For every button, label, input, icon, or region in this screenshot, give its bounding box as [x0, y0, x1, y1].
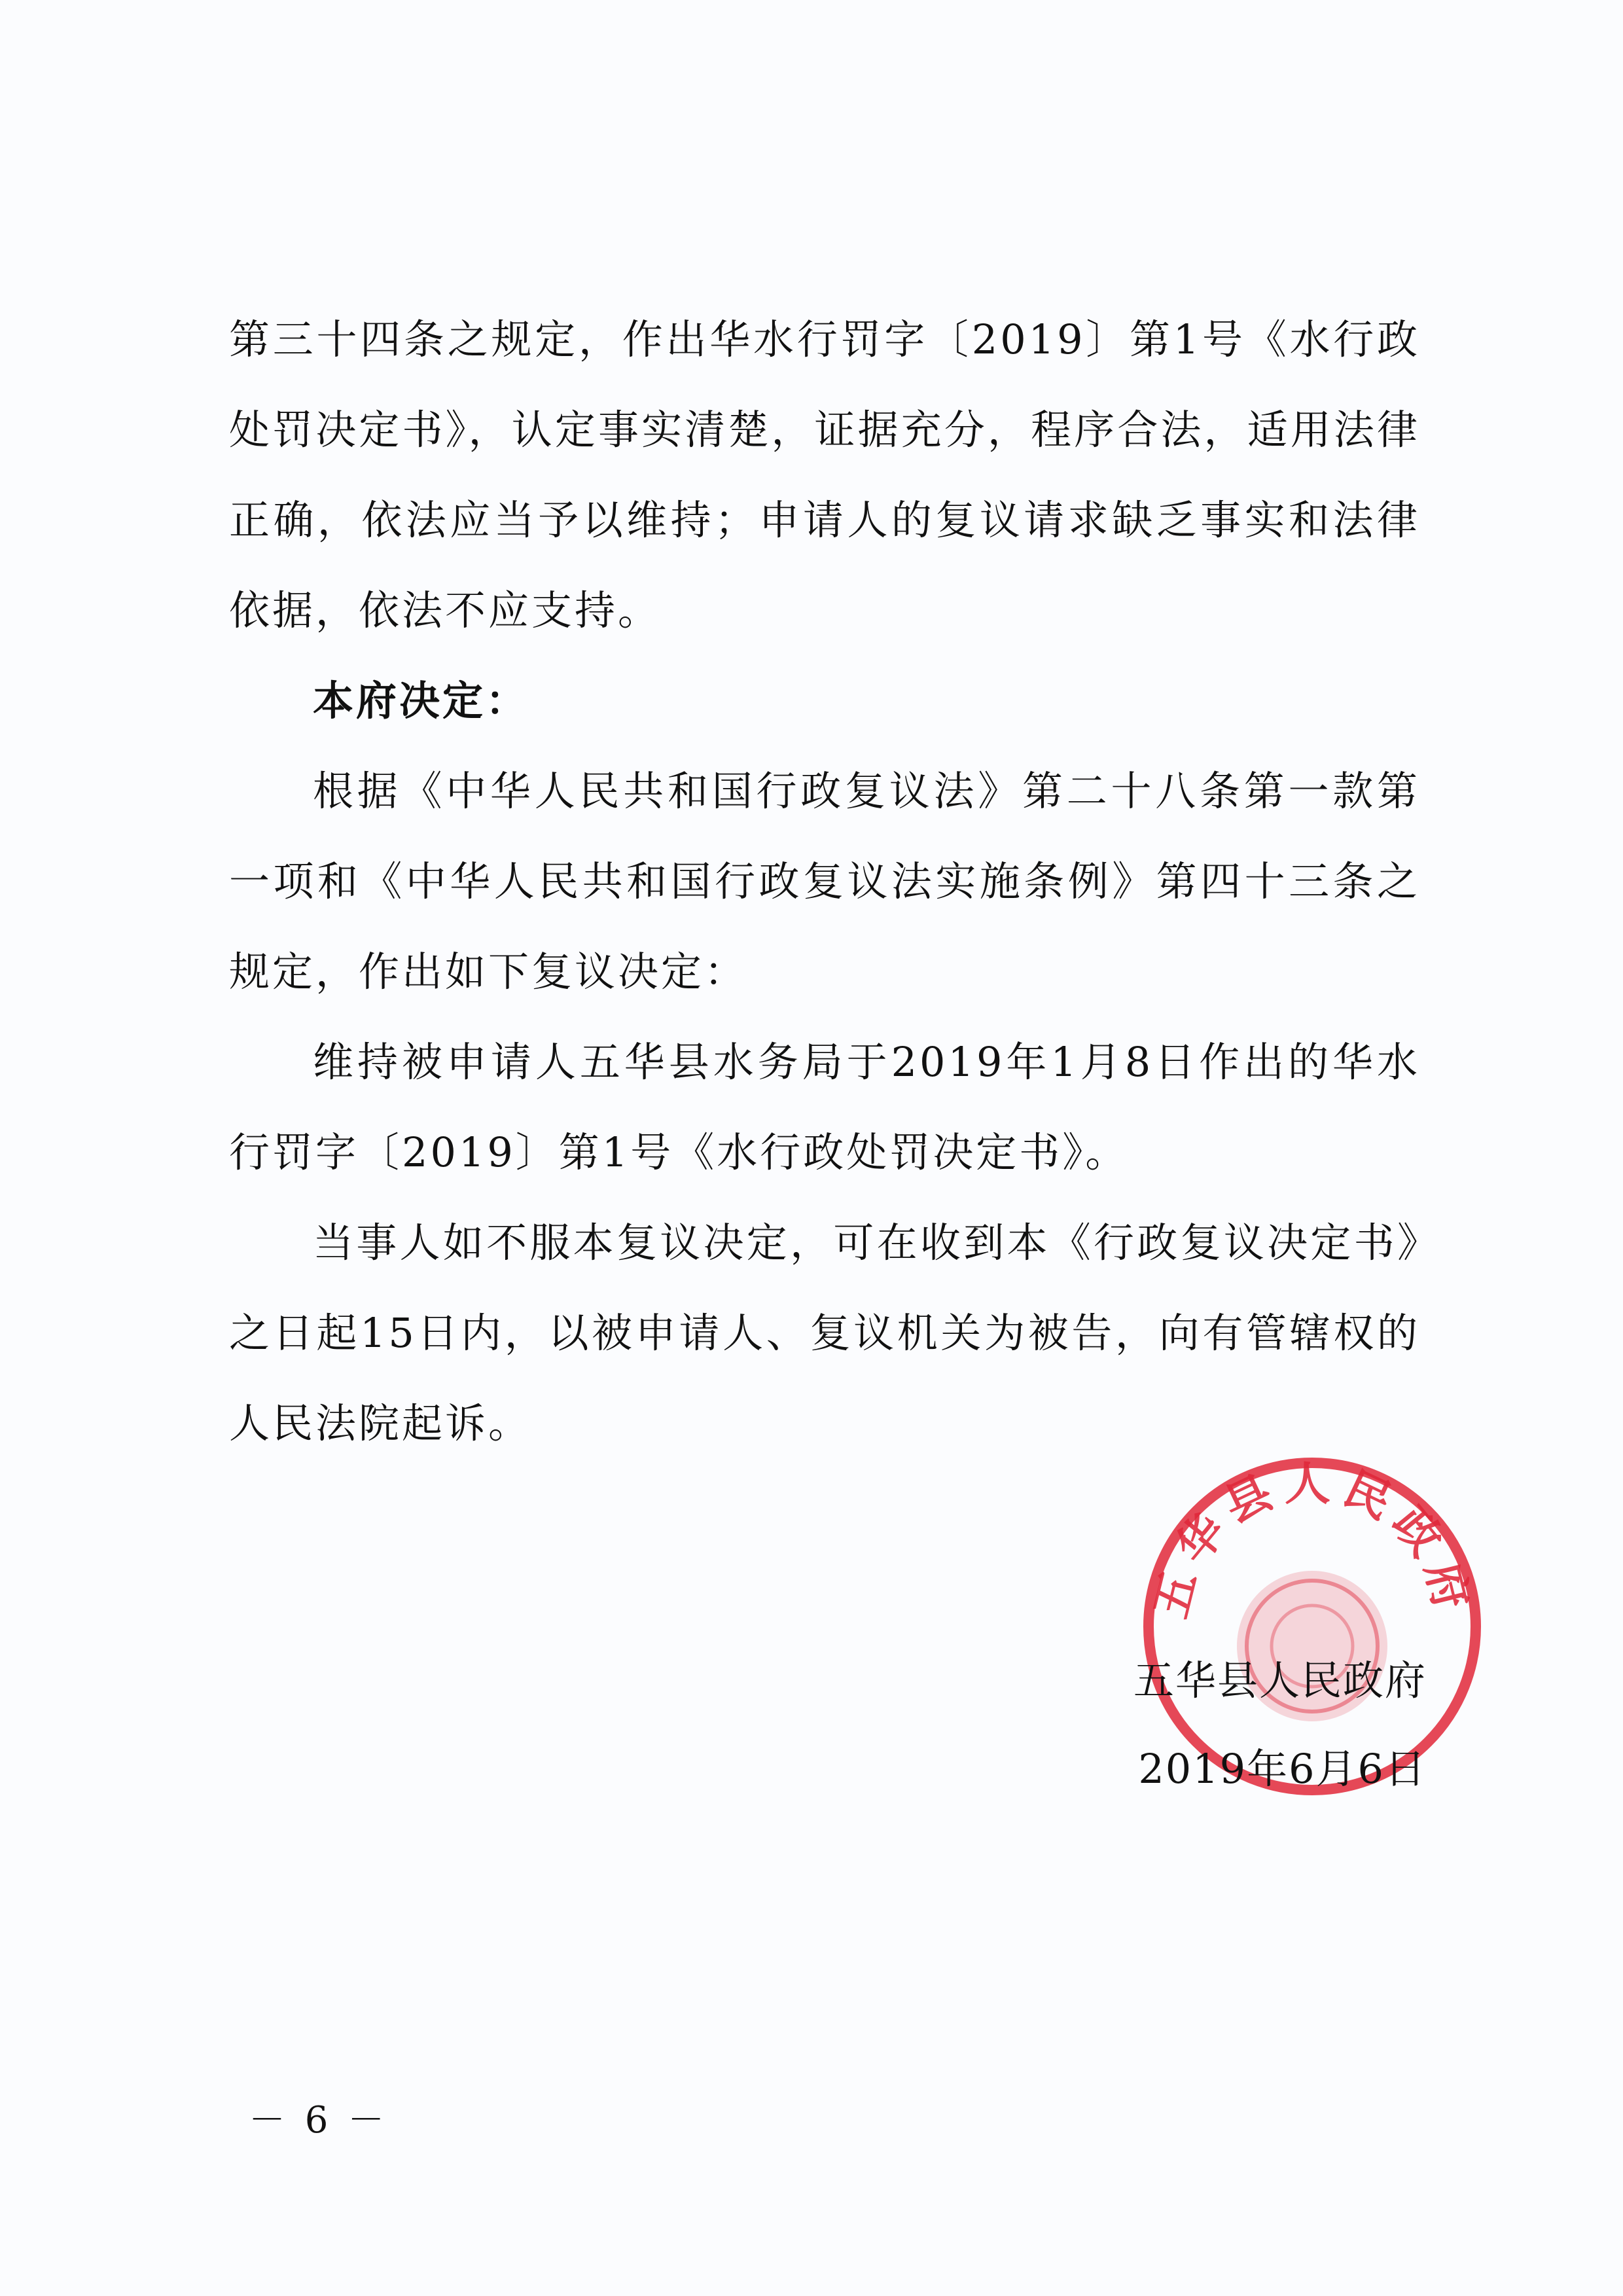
paragraph-continued: 第三十四条之规定，作出华水行罚字〔2019〕第1号《水行政处罚决定书》，认定事实清楚，证据充分，程序合法，适用法律正确，依法应当予以维持；申请人的复议请求缺乏事实和法律依据，依法不应支持。 [229, 315, 1420, 634]
issue-date: 2019年6月6日 [1138, 1745, 1427, 1793]
document-body [229, 295, 1420, 1469]
paragraph-appeal-notice: 当事人如不服本复议决定，可在收到本《行政复议决定书》之日起15日内，以被申请人、复议机关为被告，向有管辖权的人民法院起诉。 [229, 1219, 1420, 1447]
decision-heading: 本府决定： [313, 677, 529, 725]
paragraph-legal-basis: 根据《中华人民共和国行政复议法》第二十八条第一款第一项和《中华人民共和国行政复议法实施条例》第四十三条之规定，作出如下复议决定： [229, 767, 1420, 996]
issuer-name: 五华县人民政府 [1133, 1657, 1427, 1704]
signature-block [1133, 1636, 1427, 1813]
paragraph-decision: 维持被申请人五华县水务局于2019年1月8日作出的华水行罚字〔2019〕第1号《水行政处罚决定书》。 [229, 1038, 1420, 1176]
page-number: － 6 － [249, 2099, 389, 2142]
seal-text: 五华县人民政府 [1143, 1457, 1481, 1624]
